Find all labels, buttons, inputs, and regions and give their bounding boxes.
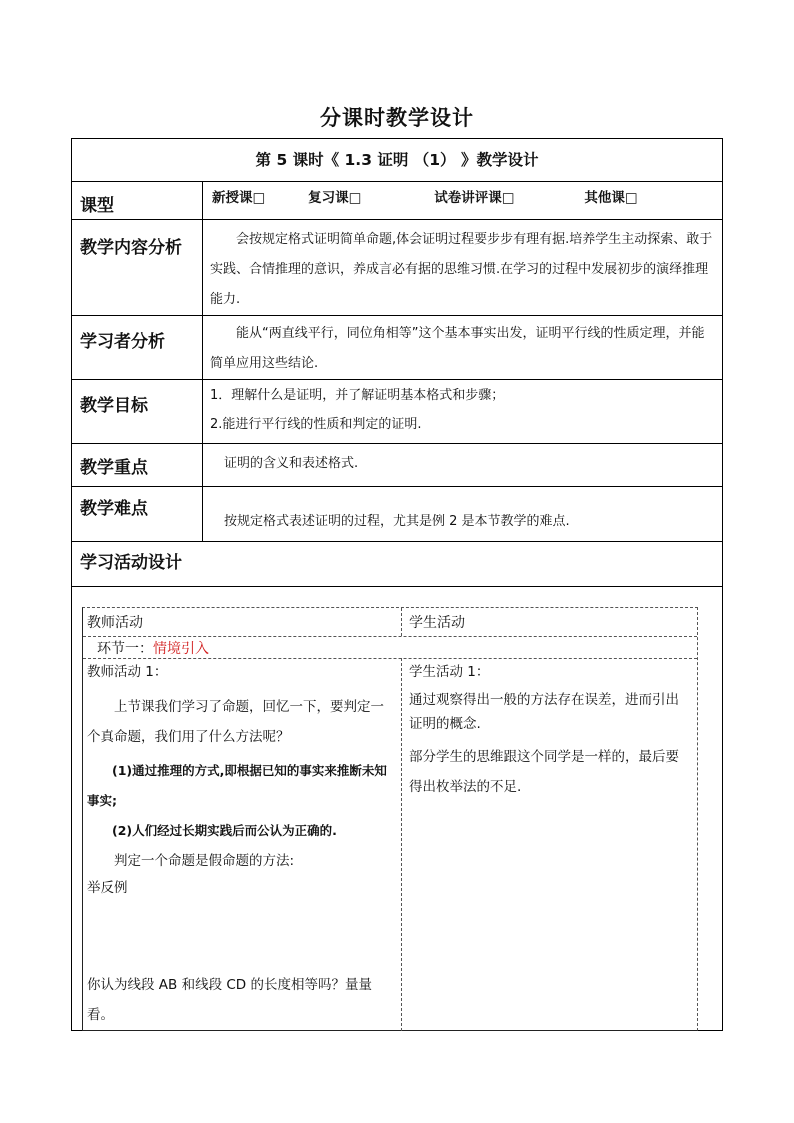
activity-table xyxy=(82,607,698,1031)
content-analysis-text: 会按规定格式证明简单命题,体会证明过程要步步有理有据.培养学生主动探索、敢于实践、合情推理的意识，养成言必有据的思维习惯.在学习的过程中发展初步的演绎推理能力. xyxy=(210,232,713,307)
goals-label: 教学目标 xyxy=(80,396,148,416)
row-divider xyxy=(72,586,722,587)
row-divider xyxy=(72,486,722,487)
stage-label xyxy=(97,638,209,658)
type-label: 课型 xyxy=(80,196,114,216)
document-title: 分课时教学设计 xyxy=(320,106,474,130)
teacher-activity-title: 教师活动 1： xyxy=(87,664,168,680)
row-divider xyxy=(72,443,722,444)
teacher-paragraph: 举反例 xyxy=(87,880,128,896)
student-activity-title: 学生活动 1： xyxy=(409,664,490,680)
lesson-design-table xyxy=(71,138,723,1031)
student-activity-header: 学生活动 xyxy=(409,615,465,631)
row-divider xyxy=(72,219,722,220)
teacher-paragraph: (2)人们经过长期实践后而公认为正确的. xyxy=(112,823,337,838)
activity-column-divider xyxy=(401,608,402,636)
goal-item: 1．理解什么是证明，并了解证明基本格式和步骤； xyxy=(210,388,505,403)
student-activity-column xyxy=(409,662,689,802)
difficulty-label: 教学难点 xyxy=(80,499,148,519)
teacher-paragraph: (1)通过推理的方式,即根据已知的事实来推断未知事实; xyxy=(87,763,387,808)
activity-divider xyxy=(83,658,697,659)
teacher-activity-header: 教师活动 xyxy=(87,615,143,631)
learner-analysis-label: 学习者分析 xyxy=(80,332,165,352)
teacher-paragraph: 你认为线段 AB 和线段 CD 的长度相等吗？量量看。 xyxy=(87,977,372,1023)
key-point-text: 证明的含义和表述格式. xyxy=(224,456,359,471)
row-divider xyxy=(72,315,722,316)
student-paragraph: 通过观察得出一般的方法存在误差，进而引出证明的概念. xyxy=(409,692,679,732)
goal-item: 2.能进行平行线的性质和判定的证明. xyxy=(210,417,422,432)
goals-list xyxy=(210,381,716,439)
lesson-title: 第 5 课时《 1.3 证明 （1） 》教学设计 xyxy=(255,151,539,169)
type-option: 复习课□ xyxy=(308,190,362,206)
row-divider xyxy=(72,379,722,380)
column-divider xyxy=(202,181,203,541)
type-option: 新授课□ xyxy=(212,190,266,206)
type-option: 其他课□ xyxy=(584,190,638,206)
difficulty-text: 按规定格式表述证明的过程，尤其是例 2 是本节教学的难点. xyxy=(224,514,570,529)
teacher-paragraph: 判定一个命题是假命题的方法: xyxy=(114,853,295,869)
student-paragraph: 部分学生的思维跟这个同学是一样的，最后要得出枚举法的不足. xyxy=(409,749,679,795)
teacher-activity-column xyxy=(87,662,387,1030)
teacher-paragraph: 上节课我们学习了命题，回忆一下，要判定一个真命题，我们用了什么方法呢？ xyxy=(87,699,384,745)
row-divider xyxy=(72,181,722,182)
activity-design-header: 学习活动设计 xyxy=(80,553,182,573)
type-options xyxy=(210,183,716,214)
activity-divider xyxy=(83,636,697,637)
content-analysis-label: 教学内容分析 xyxy=(80,238,182,258)
key-point-label: 教学重点 xyxy=(80,458,148,478)
activity-column-divider xyxy=(401,658,402,1031)
type-option: 试卷讲评课□ xyxy=(434,190,515,206)
stage-prefix: 环节一： xyxy=(97,641,153,657)
learner-analysis-text: 能从“两直线平行，同位角相等”这个基本事实出发，证明平行线的性质定理，并能简单应用这些结论. xyxy=(210,326,705,371)
stage-name: 情境引入 xyxy=(153,641,209,657)
row-divider xyxy=(72,541,722,542)
